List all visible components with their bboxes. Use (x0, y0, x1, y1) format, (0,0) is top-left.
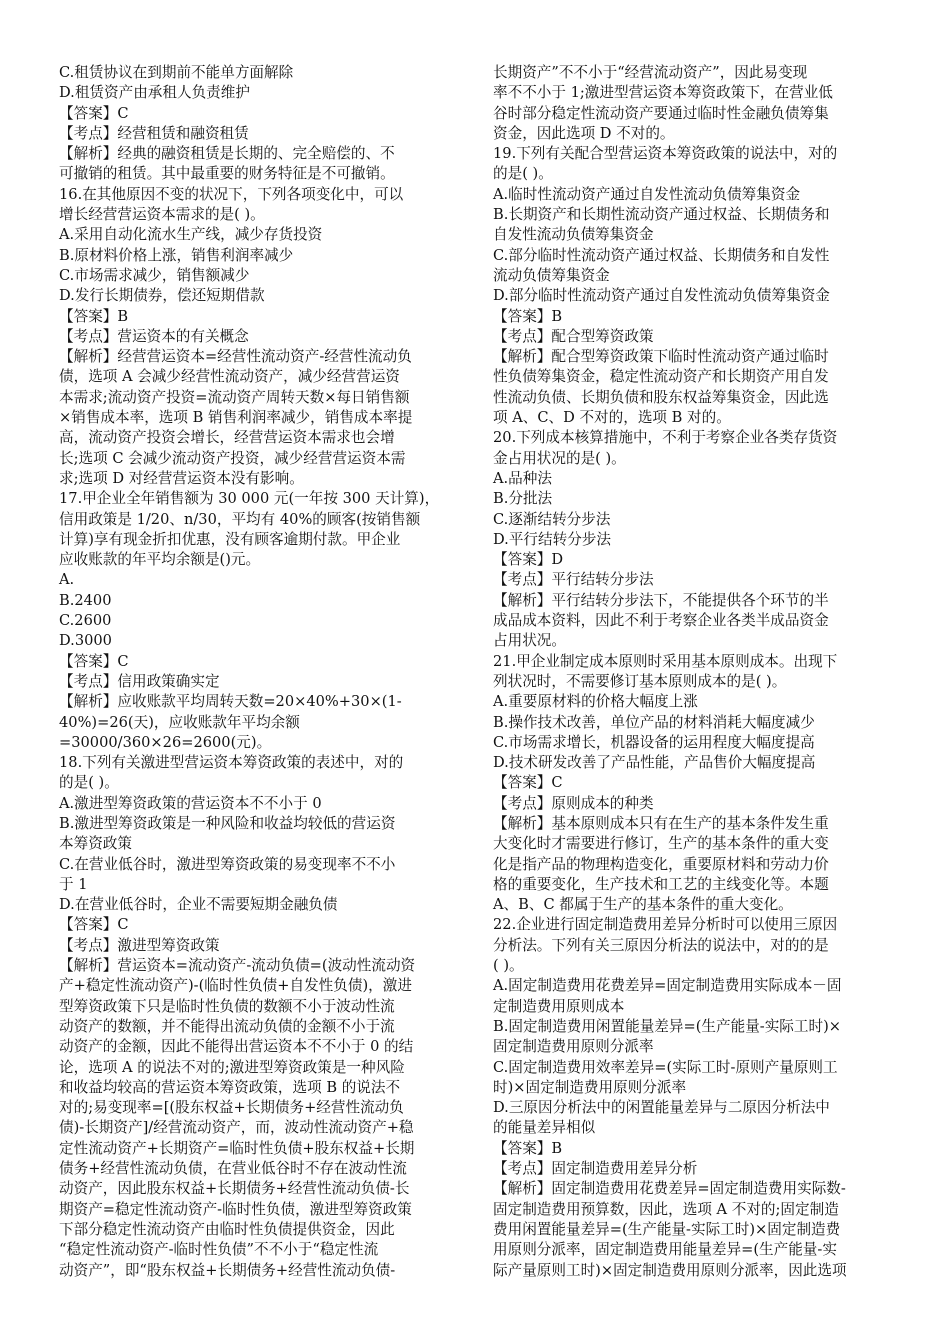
text-line: 19.下列有关配合型营运资本筹资政策的说法中，对的 (493, 145, 838, 163)
text-line: 费用闲置能量差异=(生产能量-实际工时)×固定制造费 (493, 1220, 841, 1238)
text-line: 资金，因此选项 D 不对的。 (493, 124, 675, 142)
text-line: 【考点】固定制造费用差异分析 (493, 1160, 698, 1178)
text-line: 【答案】C (59, 916, 129, 934)
text-line: 【答案】B (59, 307, 129, 325)
text-line: 型筹资政策下只是临时性负债的数额不小于波动性流 (59, 997, 395, 1015)
text-line: 债，选项 A 会减少经营性流动资产，减少经营营运资 (59, 368, 400, 386)
text-line: 对的;易变现率=[(股东权益+长期债务+经营性流动负 (59, 1099, 404, 1117)
text-line: 求;选项 D 对经营营运资本没有影响。 (59, 469, 304, 487)
text-line: B.激进型筹资政策是一种风险和收益均较低的营运资 (59, 814, 396, 832)
text-line: 的能量差异相似 (493, 1119, 596, 1137)
text-line: 18.下列有关激进型营运资本筹资政策的表述中，对的 (59, 754, 404, 772)
text-line: 【考点】原则成本的种类 (493, 794, 654, 812)
text-line: 动资产，因此股东权益+长期债务+经营性流动负债-长 (59, 1180, 410, 1198)
text-line: 的是( )。 (493, 165, 553, 183)
text-line: 17.甲企业全年销售额为 30 000 元(一年按 300 天计算)， (59, 490, 440, 508)
text-line: 性负债筹集资金，稳定性流动资产和长期资产用自发 (493, 368, 829, 386)
text-line: 产+稳定性流动资产)-(临时性负债+自发性负债)，激进 (59, 977, 412, 995)
text-line: 长期资产”不不小于“经营流动资产”，因此易变现 (493, 64, 808, 81)
text-line: 固定制造费用预算数，因此，选项 A 不对的;固定制造 (493, 1200, 839, 1218)
text-line: 22.企业进行固定制造费用差异分析时可以使用三原因 (493, 916, 838, 934)
text-line: B.长期资产和长期性流动资产通过权益、长期债务和 (493, 206, 830, 224)
text-line: 谷时部分稳定性流动资产要通过临时性金融负债筹集 (493, 104, 829, 122)
text-line: C.部分临时性流动资产通过权益、长期债务和自发性 (493, 246, 830, 264)
text-line: D.3000 (59, 632, 112, 650)
text-line: 【考点】激进型筹资政策 (59, 936, 220, 954)
text-line: 论，选项 A 的说法不对的;激进型筹资政策是一种风险 (59, 1058, 405, 1076)
text-line: 列状况时，不需要修订基本原则成本的是( )。 (493, 672, 787, 690)
text-line: A、B、C 都属于生产的基本条件的重大变化。 (493, 896, 793, 914)
text-line: 定制造费用原则成本 (493, 997, 625, 1015)
text-line: D.在营业低谷时，企业不需要短期金融负债 (59, 896, 338, 914)
text-line: 下部分稳定性流动资产由临时性负债提供资金，因此 (59, 1220, 395, 1238)
text-line: 分析法。下列有关三原因分析法的说法中，对的的是 (493, 936, 829, 954)
text-line: B.分批法 (493, 490, 553, 508)
text-line: 高，流动资产投资会增长，经营营运资本需求也会增 (59, 429, 395, 447)
text-line: 【答案】B (493, 1139, 563, 1157)
text-line: B.2400 (59, 591, 112, 609)
text-line: D.租赁资产由承租人负责维护 (59, 84, 250, 102)
text-line: 长;选项 C 会减少流动资产投资，减少经营营运资本需 (59, 449, 406, 467)
text-line: 定性流动资产+长期资产=临时性负债+股东权益+长期 (59, 1139, 415, 1157)
text-line: 固定制造费用原则分派率 (493, 1038, 654, 1056)
text-line: 16.在其他原因不变的状况下，下列各项变化中，可以 (59, 185, 404, 203)
text-line: 【考点】配合型筹资政策 (493, 327, 654, 345)
text-line: 期资产=稳定性流动资产-临时性负债，激进型筹资政策 (59, 1200, 412, 1218)
text-line: 占用状况。 (493, 632, 566, 650)
text-line: 化是指产品的物理构造变化，重要原材料和劳动力价 (493, 855, 829, 873)
text-line: 自发性流动负债筹集资金 (493, 226, 654, 244)
text-line: 【答案】D (493, 551, 564, 569)
text-line: 计算)享有现金折扣优惠，没有顾客逾期付款。甲企业 (59, 530, 401, 548)
text-line: 率不不小于 1;激进型营运资本筹资政策下，在营业低 (493, 84, 833, 102)
text-line: B.固定制造费用闲置能量差异=(生产能量-实际工时)× (493, 1017, 842, 1035)
text-line: 项 A、C、D 不对的，选项 B 对的。 (493, 409, 731, 427)
text-line: 【解析】配合型筹资政策下临时性流动资产通过临时 (493, 348, 829, 366)
text-line: D.三原因分析法中的闲置能量差异与二原因分析法中 (493, 1099, 830, 1117)
text-line: C.租赁协议在到期前不能单方面解除 (59, 64, 294, 81)
text-line: 【考点】经营租赁和融资租赁 (59, 124, 249, 142)
text-line: 【解析】应收账款平均周转天数=20×40%+30×(1- (59, 693, 402, 711)
text-line: A.激进型筹资政策的营运资本不不小于 0 (59, 794, 322, 812)
text-line: A.品种法 (493, 469, 552, 487)
text-line: 应收账款的年平均余额是()元。 (59, 551, 261, 569)
text-line: 可撤销的租赁。其中最重要的财务特征是不可撤销。 (59, 165, 395, 183)
text-line: 本筹资政策 (59, 835, 132, 853)
text-line: 21.甲企业制定成本原则时采用基本原则成本。出现下 (493, 652, 838, 670)
right-text-column (493, 63, 888, 1281)
text-line: 债务+经营性流动负债，在营业低谷时不存在波动性流 (59, 1160, 407, 1178)
text-line: 本需求;流动资产投资=流动资产周转天数×每日销售额 (59, 388, 410, 406)
text-line: 际产量原则工时)×固定制造费用原则分派率，因此选项 (493, 1261, 847, 1279)
text-line: 【答案】C (59, 652, 129, 670)
text-line: 【解析】固定制造费用花费差异=固定制造费用实际数- (493, 1180, 846, 1198)
text-line: ( )。 (493, 957, 524, 975)
text-line: 金占用状况的是( )。 (493, 449, 626, 467)
text-line: A. (59, 571, 75, 589)
text-line: 增长经营营运资本需求的是( )。 (59, 206, 265, 224)
text-line: 【解析】营运资本=流动资产-流动负债=(波动性流动资 (59, 957, 416, 975)
text-line: C.市场需求增长，机器设备的运用程度大幅度提高 (493, 733, 815, 751)
text-line: D.平行结转分步法 (493, 530, 611, 548)
text-line: ×销售成本率，选项 B 销售利润率减少，销售成本率提 (59, 409, 413, 427)
text-line: 20.下列成本核算措施中，不利于考察企业各类存货资 (493, 429, 838, 447)
text-line: 40%)=26(天)，应收账款年平均余额 (59, 713, 300, 731)
text-line: B.原材料价格上涨，销售利润率减少 (59, 246, 294, 264)
text-line: 动资产”，即“股东权益+长期债务+经营性流动负债- (59, 1261, 396, 1279)
text-line: “稳定性流动资产-临时性负债”不不小于“稳定性流 (59, 1241, 379, 1259)
text-line: 信用政策是 1/20、n/30，平均有 40%的顾客(按销售额 (59, 510, 421, 528)
text-line: 格的重要变化，生产技术和工艺的主线变化等。本题 (493, 875, 829, 893)
text-line: C.2600 (59, 612, 112, 630)
text-line: 【解析】基本原则成本只有在生产的基本条件发生重 (493, 814, 829, 832)
text-line: 大变化时才需要进行修订，生产的基本条件的重大变 (493, 835, 829, 853)
left-text-column (59, 63, 459, 1281)
text-line: D.技术研发改善了产品性能，产品售价大幅度提高 (493, 754, 816, 772)
text-line: 【答案】C (493, 774, 563, 792)
text-line: 【答案】C (59, 104, 129, 122)
text-line: =30000/360×26=2600(元)。 (59, 733, 272, 751)
text-line: 于 1 (59, 875, 88, 893)
text-line: C.逐渐结转分步法 (493, 510, 611, 528)
text-line: 【考点】信用政策确实定 (59, 672, 220, 690)
text-line: A.固定制造费用花费差异=固定制造费用实际成本－固 (493, 977, 842, 995)
text-line: 和收益均较高的营运资本筹资政策，选项 B 的说法不 (59, 1078, 401, 1096)
text-line: A.重要原材料的价格大幅度上涨 (493, 693, 698, 711)
text-line: 动资产的金额，因此不能得出营运资本不不小于 0 的结 (59, 1038, 414, 1056)
text-line: C.固定制造费用效率差异=(实际工时-原则产量原则工 (493, 1058, 838, 1076)
text-line: 流动负债筹集资金 (493, 266, 610, 284)
text-line: D.部分临时性流动资产通过自发性流动负债筹集资金 (493, 287, 830, 305)
text-line: A.临时性流动资产通过自发性流动负债筹集资金 (493, 185, 801, 203)
text-line: 成品成本资料，因此不利于考察企业各类半成品资金 (493, 612, 829, 630)
text-line: A.采用自动化流水生产线，减少存货投资 (59, 226, 323, 244)
text-line: C.在营业低谷时，激进型筹资政策的易变现率不不小 (59, 855, 396, 873)
text-line: C.市场需求减少，销售额减少 (59, 266, 250, 284)
text-line: 【答案】B (493, 307, 563, 325)
text-line: 时)×固定制造费用原则分派率 (493, 1078, 687, 1096)
text-line: 【考点】营运资本的有关概念 (59, 327, 249, 345)
text-line: B.操作技术改善，单位产品的材料消耗大幅度减少 (493, 713, 815, 731)
text-line: D.发行长期债券，偿还短期借款 (59, 287, 265, 305)
text-line: 性流动负债、长期负债和股东权益筹集资金，因此选 (493, 388, 829, 406)
text-line: 【考点】平行结转分步法 (493, 571, 654, 589)
text-line: 债)-长期资产]/经营流动资产，而，波动性流动资产+稳 (59, 1119, 414, 1137)
text-line: 的是( )。 (59, 774, 119, 792)
text-line: 动资产的数额，并不能得出流动负债的金额不小于流 (59, 1017, 395, 1035)
text-line: 【解析】平行结转分步法下，不能提供各个环节的半 (493, 591, 829, 609)
text-line: 用原则分派率，固定制造费用能量差异=(生产能量-实 (493, 1241, 837, 1259)
text-line: 【解析】经典的融资租赁是长期的、完全赔偿的、不 (59, 145, 395, 163)
text-line: 【解析】经营营运资本=经营性流动资产-经营性流动负 (59, 348, 412, 366)
